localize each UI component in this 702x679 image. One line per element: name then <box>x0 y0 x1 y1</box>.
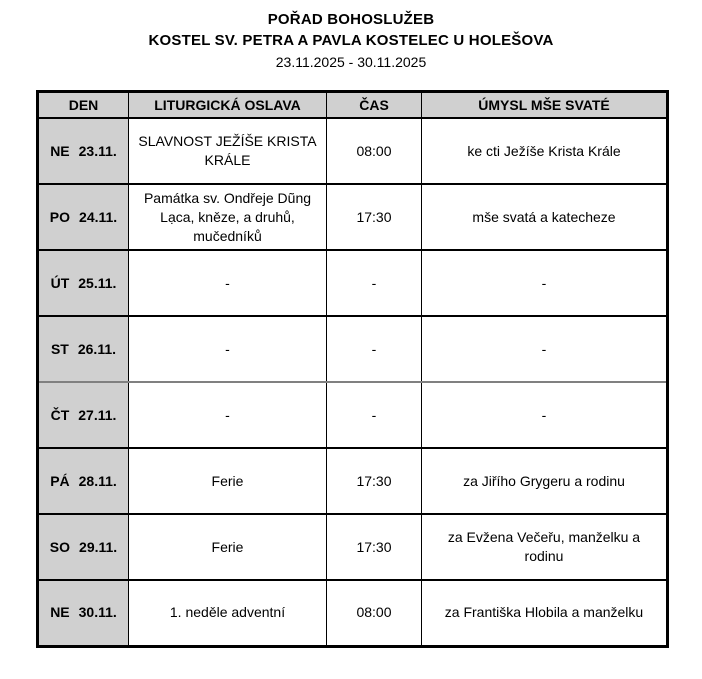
day-date: 27.11. <box>78 406 117 423</box>
day-cell <box>38 118 129 184</box>
day-cell <box>38 580 129 646</box>
intention-cell: - <box>422 250 668 316</box>
day-cell <box>38 514 129 580</box>
document-title: POŘAD BOHOSLUŽEB <box>267 11 435 28</box>
day-cell <box>38 250 129 316</box>
time-cell: 08:00 <box>327 118 422 184</box>
table-row <box>38 316 668 382</box>
day-abbreviation: ČT <box>50 406 70 423</box>
day-abbreviation: SO <box>49 538 71 555</box>
intention-cell: - <box>422 316 668 382</box>
day-abbreviation: ST <box>50 340 69 357</box>
day-abbreviation: PÁ <box>50 472 70 489</box>
intention-cell: za Františka Hlobila a manželku <box>422 580 668 646</box>
celebration-cell: - <box>129 250 327 316</box>
intention-cell: za Jiřího Grygeru a rodinu <box>422 448 668 514</box>
date-range: 23.11.2025 - 30.11.2025 <box>275 54 427 70</box>
day-cell <box>38 184 129 250</box>
column-header-cas: ČAS <box>327 92 422 119</box>
day-abbreviation: PO <box>49 208 71 225</box>
table-row <box>38 250 668 316</box>
celebration-cell: Památka sv. Ondřeje Dũng Lạca, kněze, a druhů, mučedníků <box>129 184 327 250</box>
table-row <box>38 580 668 646</box>
intention-cell: - <box>422 382 668 448</box>
celebration-cell: - <box>129 316 327 382</box>
day-cell <box>38 382 129 448</box>
time-cell: 17:30 <box>327 184 422 250</box>
table-row <box>38 514 668 580</box>
celebration-cell: 1. neděle adventní <box>129 580 327 646</box>
day-date: 23.11. <box>78 142 117 159</box>
intention-cell: ke cti Ježíše Krista Krále <box>422 118 668 184</box>
time-cell: 17:30 <box>327 514 422 580</box>
celebration-cell: - <box>129 382 327 448</box>
day-date: 30.11. <box>78 604 117 621</box>
intention-cell: mše svatá a katecheze <box>422 184 668 250</box>
day-abbreviation: NE <box>50 142 70 159</box>
celebration-cell: SLAVNOST JEŽÍŠE KRISTA KRÁLE <box>129 118 327 184</box>
time-cell: 08:00 <box>327 580 422 646</box>
intention-cell: za Evžena Večeřu, manželku a rodinu <box>422 514 668 580</box>
table-header-row <box>38 92 668 119</box>
day-date: 24.11. <box>79 208 118 225</box>
column-header-den: DEN <box>38 92 129 119</box>
day-date: 26.11. <box>77 340 117 357</box>
day-cell <box>38 316 129 382</box>
celebration-cell: Ferie <box>129 448 327 514</box>
time-cell: 17:30 <box>327 448 422 514</box>
table-row <box>38 118 668 184</box>
day-date: 29.11. <box>79 538 118 555</box>
table-row <box>38 184 668 250</box>
celebration-cell: Ferie <box>129 514 327 580</box>
day-cell <box>38 448 129 514</box>
day-date: 28.11. <box>78 472 117 489</box>
time-cell: - <box>327 316 422 382</box>
table-row <box>38 448 668 514</box>
day-abbreviation: NE <box>50 604 70 621</box>
time-cell: - <box>327 382 422 448</box>
time-cell: - <box>327 250 422 316</box>
table-row <box>38 382 668 448</box>
day-date: 25.11. <box>78 274 117 291</box>
mass-schedule-table <box>36 90 669 648</box>
church-name: KOSTEL SV. PETRA A PAVLA KOSTELEC U HOLEŠOVA <box>148 32 554 49</box>
column-header-liturgicka-oslava: LITURGICKÁ OSLAVA <box>129 92 327 119</box>
document-header <box>0 0 702 72</box>
column-header-umysl: ÚMYSL MŠE SVATÉ <box>422 92 668 119</box>
day-abbreviation: ÚT <box>50 274 70 291</box>
